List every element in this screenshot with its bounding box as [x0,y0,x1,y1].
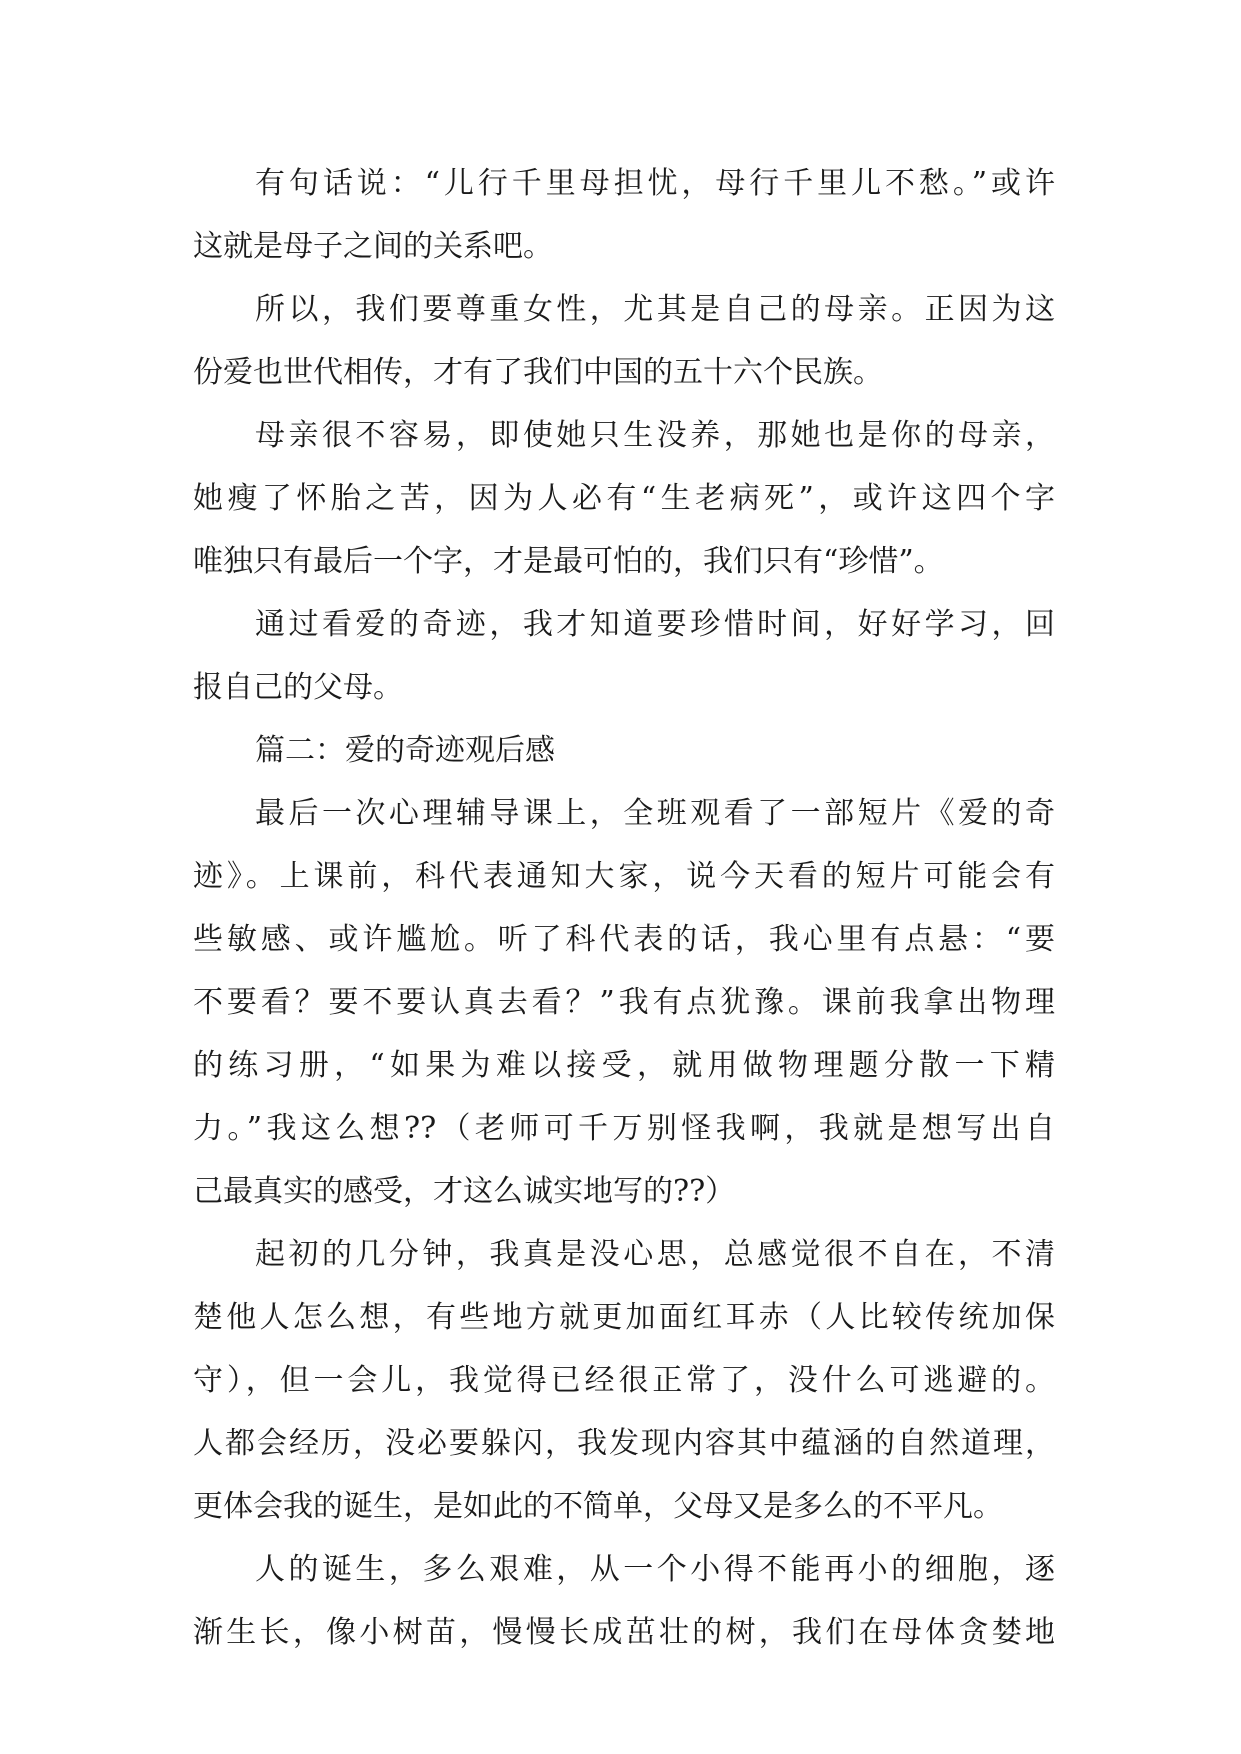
text-line: 己最真实的感受，才这么诚实地写的??） [193,1174,736,1209]
text-line: 更体会我的诞生，是如此的不简单，父母又是多么的不平凡。 [193,1489,1003,1524]
text-line: 迹》。上课前，科代表通知大家，说今天看的短片可能会有 [193,859,1055,894]
text-line: 的练习册，“如果为难以接受，就用做物理题分散一下精 [193,1048,1055,1083]
text-line: 她瘦了怀胎之苦，因为人必有“生老病死”，或许这四个字 [193,481,1055,516]
text-line: 所以，我们要尊重女性，尤其是自己的母亲。正因为这 [255,292,1055,327]
text-line: 最后一次心理辅导课上，全班观看了一部短片《爱的奇 [255,796,1055,831]
text-line: 力。”我这么想??（老师可千万别怪我啊，我就是想写出自 [193,1111,1055,1146]
text-line: 母亲很不容易，即使她只生没养，那她也是你的母亲， [255,418,1055,453]
text-line: 这就是母子之间的关系吧。 [193,229,553,264]
text-line: 渐生长，像小树苗，慢慢长成茁壮的树，我们在母体贪婪地 [193,1615,1055,1650]
text-line: 不要看？要不要认真去看？”我有点犹豫。课前我拿出物理 [193,985,1055,1020]
text-line: 守），但一会儿，我觉得已经很正常了，没什么可逃避的。 [193,1363,1055,1398]
text-line: 起初的几分钟，我真是没心思，总感觉很不自在，不清 [255,1237,1055,1272]
text-line: 份爱也世代相传，才有了我们中国的五十六个民族。 [193,355,883,390]
text-line: 人的诞生，多么艰难，从一个小得不能再小的细胞，逐 [255,1552,1055,1587]
text-line: 报自己的父母。 [193,670,403,705]
text-line: 唯独只有最后一个字，才是最可怕的，我们只有“珍惜”。 [193,544,944,579]
section-heading: 篇二：爱的奇迹观后感 [255,733,555,768]
document-body [193,152,1055,1664]
text-line: 人都会经历，没必要躲闪，我发现内容其中蕴涵的自然道理， [193,1426,1055,1461]
text-line: 些敏感、或许尴尬。听了科代表的话，我心里有点悬：“要 [193,922,1055,957]
text-line: 通过看爱的奇迹，我才知道要珍惜时间，好好学习，回 [255,607,1055,642]
text-line: 楚他人怎么想，有些地方就更加面红耳赤（人比较传统加保 [193,1300,1055,1335]
text-line: 有句话说：“儿行千里母担忧，母行千里儿不愁。”或许 [255,166,1055,201]
